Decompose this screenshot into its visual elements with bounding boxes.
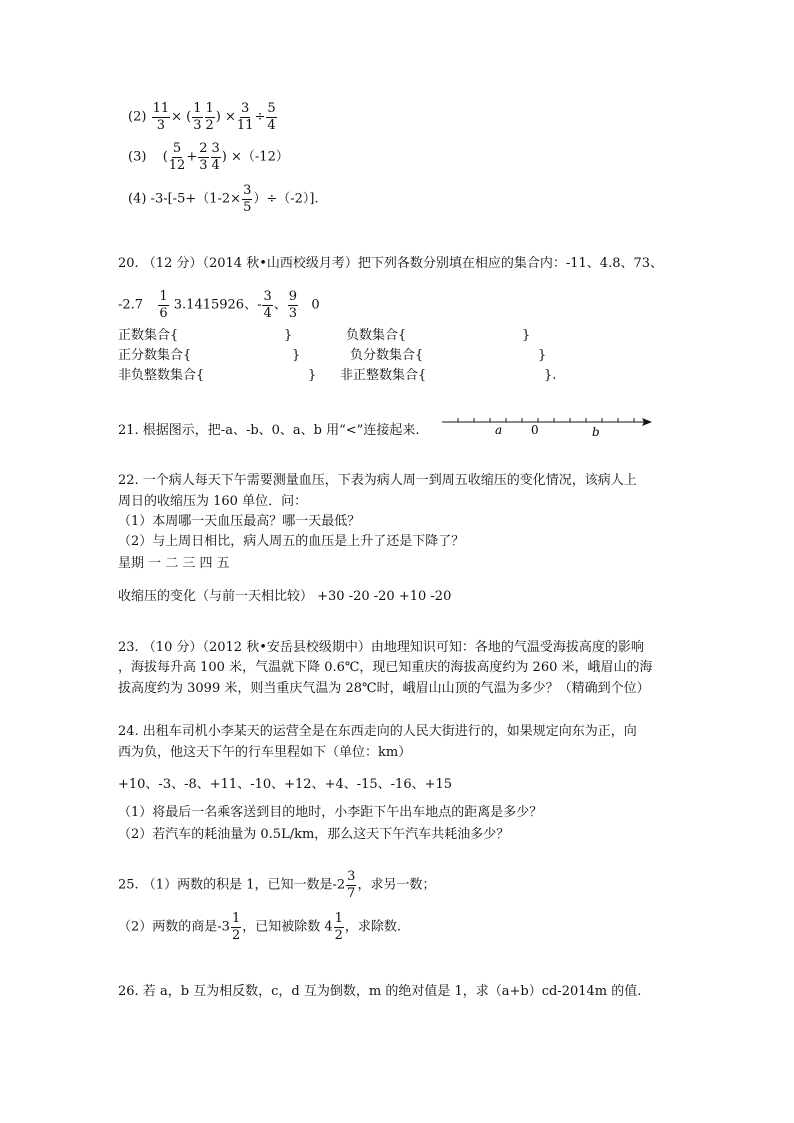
problem-22-row-change: 收缩压的变化（与前一天相比较） +30 -20 -20 +10 -20	[118, 589, 452, 604]
problem-22-line1: 22. 一个病人每天下午需要测量血压，下表为病人周一到周五收缩压的变化情况，该病人上	[118, 473, 637, 488]
fraction: $\frac{2}{3}$	[199, 141, 208, 173]
set-positive: 正数集合{	[118, 328, 179, 343]
set-nonpositive-integer-close: }.	[544, 368, 557, 383]
problem-23-line3: 拔高度约为 3099 米，则当重庆气温为 28℃时，峨眉山山顶的气温为多少？（精确到个位）	[118, 681, 650, 696]
problem-22-q2: （2）与上周日相比，病人周五的血压是上升了还是下降了？	[118, 534, 465, 549]
label-b: b	[592, 425, 600, 436]
fraction: $\frac{1}{2}$	[205, 101, 214, 133]
fraction: $\frac{9}{3}$	[288, 289, 298, 321]
problem-24-line1: 24. 出租车司机小李某天的运营全是在东西走向的人民大街进行的，如果规定向东为正，向	[118, 724, 637, 739]
problem-24-line2: 西为负，他这天下午的行车里程如下（单位：km）	[118, 745, 412, 760]
set-nonpositive-integer: 非正整数集合{	[340, 368, 427, 383]
problem-25-part2: （2）两数的商是-3 $\frac{1}{2}$ ，已知被除数 4 $\frac{1}{2}$ ，求除数.	[118, 911, 402, 943]
fraction: $\frac{3}{4}$	[263, 289, 272, 321]
set-negative: 负数集合{	[346, 328, 407, 343]
fraction: $\frac{1}{2}$	[231, 911, 241, 943]
label-zero: 0	[531, 423, 539, 436]
set-nonnegative-integer-close: }	[308, 368, 317, 383]
fraction: $\frac{11}{3}$	[152, 101, 170, 133]
expr-2: (2) $\frac{11}{3}$ × ( $\frac{1}{3}$ $\frac{1}{2}$ ) × $\frac{3}{11}$ ÷ $\frac{5}{4}$	[128, 101, 276, 133]
expr-4: (4) -3-[-5+（1-2× $\frac{3}{5}$ ）÷（-2）].	[128, 183, 319, 215]
fraction: $\frac{5}{4}$	[267, 101, 276, 133]
set-negative-fraction: 负分数集合{	[350, 348, 424, 363]
problem-23-line1: 23. （10 分）（2012 秋•安岳县校级期中）由地理知识可知：各地的气温受海拔高度的影响	[118, 640, 644, 655]
expr-3: (3) ( $\frac{5}{12}$ + $\frac{2}{3}$ $\frac{3}{4}$ ) ×（-12）	[128, 141, 289, 173]
set-positive-fraction-close: }	[292, 348, 301, 363]
fraction: $\frac{3}{7}$	[347, 869, 356, 901]
fraction: $\frac{1}{2}$	[334, 911, 343, 943]
set-positive-fraction: 正分数集合{	[118, 348, 192, 363]
set-positive-close: }	[284, 328, 293, 343]
number-line	[440, 412, 656, 436]
problem-22-line2: 周日的收缩压为 160 单位．问：	[118, 494, 308, 509]
fraction: $\frac{3}{11}$	[236, 101, 254, 133]
problem-20-line1: 20. （12 分）（2014 秋•山西校级月考）把下列各数分别填在相应的集合内：-11、4.8、73、	[118, 256, 664, 271]
label-a: a	[495, 423, 503, 436]
set-negative-close: }	[522, 328, 531, 343]
fraction: $\frac{1}{3}$	[193, 101, 202, 133]
fraction: $\frac{3}{4}$	[211, 141, 220, 173]
problem-21-text: 21. 根据图示，把-a、-b、0、a、b 用“<”连接起来.	[118, 423, 420, 438]
fraction: $\frac{1}{6}$	[159, 289, 168, 321]
problem-24-q2: （2）若汽车的耗油量为 0.5L/km，那么这天下午汽车共耗油多少？	[118, 827, 510, 842]
problem-24-mileage: +10、-3、-8、+11、-10、+12、+4、-15、-16、+15	[118, 777, 453, 792]
problem-25-part1: 25. （1）两数的积是 1，已知一数是-2 $\frac{3}{7}$ ，求另一数；	[118, 869, 436, 901]
problem-24-q1: （1）将最后一名乘客送到目的地时，小李距下午出车地点的距离是多少？	[118, 805, 543, 820]
problem-20-line2: -2.7 $\frac{1}{6}$ 3.1415926、- $\frac{3}{4}$ 、 $\frac{9}{3}$ 0	[118, 289, 320, 321]
problem-26-text: 26. 若 a，b 互为相反数，c，d 互为倒数，m 的绝对值是 1，求（a+b）cd-2014m 的值.	[118, 984, 642, 999]
set-nonnegative-integer: 非负整数集合{	[118, 368, 205, 383]
fraction: $\frac{3}{5}$	[243, 183, 252, 215]
fraction: $\frac{5}{12}$	[168, 141, 186, 173]
problem-23-line2: ，海拔每升高 100 米，气温就下降 0.6℃，现已知重庆的海拔高度约为 260 米，峨眉山的海	[118, 660, 653, 675]
problem-22-q1: （1）本周哪一天血压最高？哪一天最低？	[118, 514, 361, 529]
problem-22-row-weekday: 星期 一 二 三 四 五	[118, 556, 230, 571]
set-negative-fraction-close: }	[538, 348, 547, 363]
